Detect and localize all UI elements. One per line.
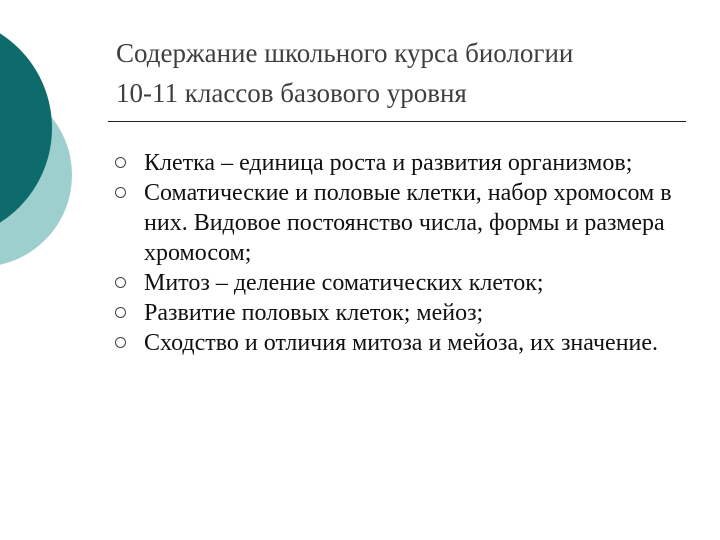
bullet-item bbox=[114, 268, 674, 298]
bullet-item bbox=[114, 178, 674, 268]
bullet-item bbox=[114, 298, 674, 328]
hollow-circle-icon bbox=[115, 307, 126, 318]
bullet-text: Сходство и отличия митоза и мейоза, их значение. bbox=[144, 330, 659, 356]
bullet-text: Митоз – деление соматических клеток; bbox=[144, 270, 544, 296]
hollow-circle-icon bbox=[115, 187, 126, 198]
bullet-text: Развитие половых клеток; мейоз; bbox=[144, 300, 484, 326]
bullet-item bbox=[114, 148, 674, 178]
hollow-circle-icon bbox=[115, 157, 126, 168]
bullet-text: Соматические и половые клетки, набор хромосом в них. Видовое постоянство числа, формы и размера хромосом; bbox=[144, 180, 672, 266]
decorative-circles bbox=[0, 0, 120, 300]
bullet-item bbox=[114, 328, 674, 358]
hollow-circle-icon bbox=[115, 337, 126, 348]
slide-title bbox=[116, 33, 696, 113]
slide-title-line-1: Содержание школьного курса биологии bbox=[116, 38, 574, 68]
title-divider bbox=[108, 121, 686, 122]
hollow-circle-icon bbox=[115, 277, 126, 288]
slide-title-line-2: 10-11 классов базового уровня bbox=[116, 78, 467, 108]
bullet-text: Клетка – единица роста и развития организмов; bbox=[144, 150, 633, 176]
bullet-list bbox=[114, 148, 674, 358]
